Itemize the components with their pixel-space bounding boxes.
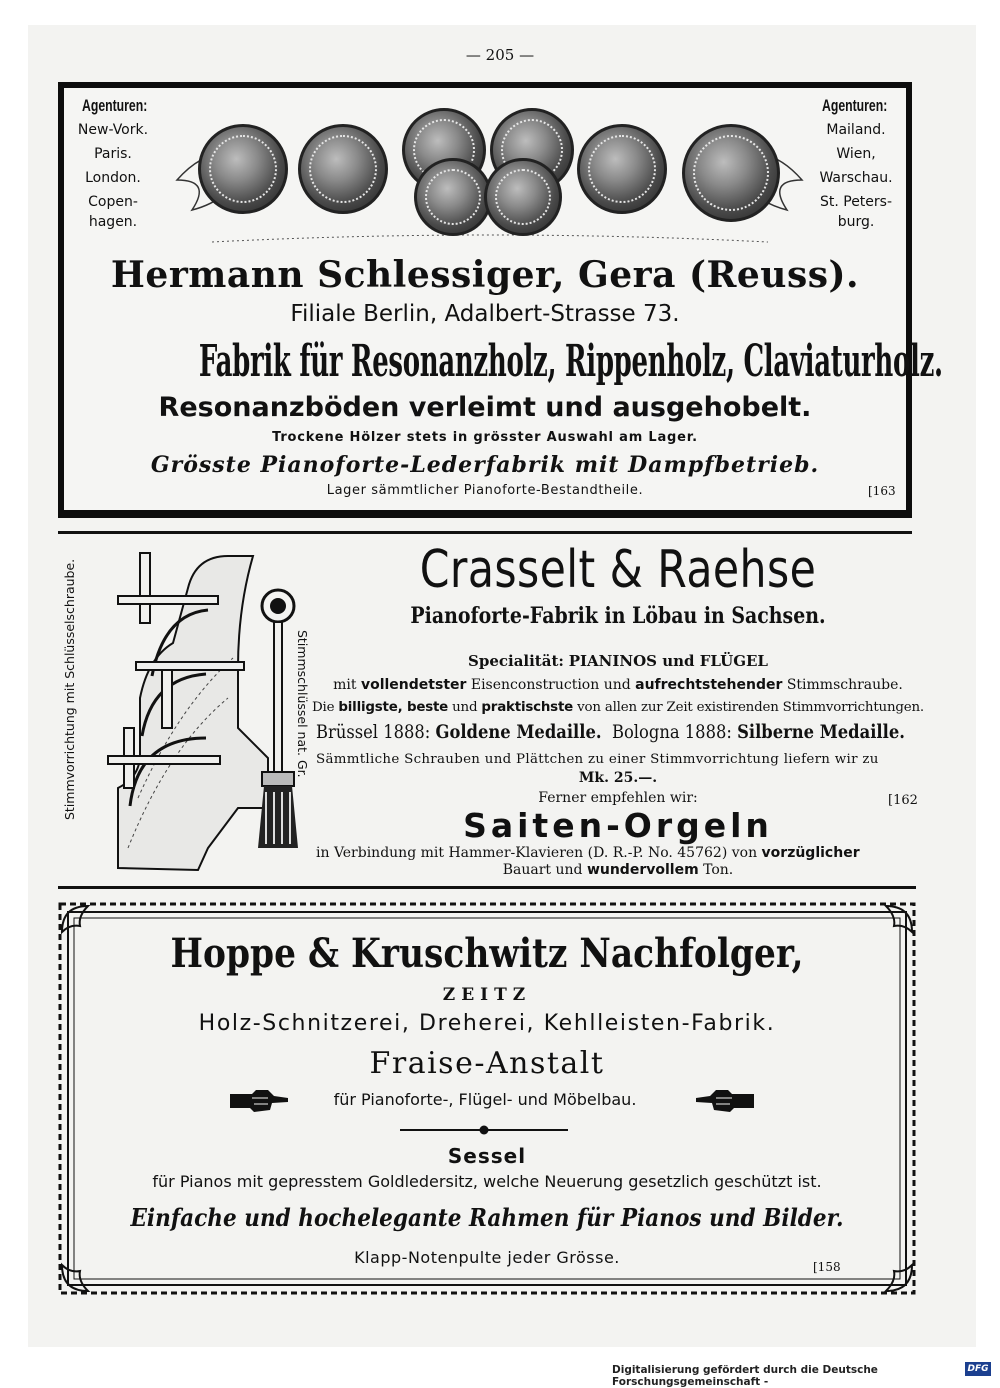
agent-city: Warschau.: [819, 170, 893, 186]
fraise-heading: Fraise-Anstalt: [369, 1046, 605, 1081]
specialty-value: PIANINOS und FLÜGEL: [568, 652, 768, 670]
frames-line: Einfache und hochelegante Rahmen für Pianos und Bilder.: [130, 1203, 844, 1232]
divider-ornament: [398, 1123, 570, 1137]
text-run: Silberne Medaille.: [737, 721, 905, 743]
branch-address: Filiale Berlin, Adalbert-Strasse 73.: [290, 301, 680, 327]
text-run: aufrechtstehender: [635, 677, 783, 693]
agent-city: St. Peters-: [819, 194, 893, 210]
factory-line: Pianoforte-Fabrik in Löbau in Sachsen.: [410, 603, 826, 629]
agent-city: Wien,: [836, 146, 876, 162]
agent-city: burg.: [837, 214, 875, 230]
construction-line: [318, 677, 918, 693]
text-run: Stimmschraube.: [786, 677, 903, 693]
company-name: Crasselt & Raehse: [419, 540, 817, 600]
medal-image: [682, 124, 780, 222]
quality-line: [312, 700, 922, 715]
text-run: von allen zur Zeit existirenden Stimmvorrichtungen.: [577, 700, 924, 715]
ad-ref: [162: [888, 793, 918, 808]
use-line: für Pianoforte-, Flügel- und Möbelbau.: [333, 1090, 637, 1109]
text-run: Eisenconstruction und: [470, 677, 631, 693]
agents-right: [806, 96, 906, 234]
recommend-line: Ferner empfehlen wir:: [538, 790, 698, 806]
text-run: Ton.: [703, 862, 734, 878]
text-run: Goldene Medaille.: [435, 721, 602, 743]
text-run: Bauart und: [502, 862, 583, 878]
figure-label-mechanism: Stimmvorrichtung mit Schlüsselschraube.: [62, 558, 77, 820]
text-run: mit: [333, 677, 357, 693]
dfg-logo: DFG: [965, 1362, 991, 1376]
parts-line: Lager sämmtlicher Pianoforte-Bestandtheile.: [326, 483, 644, 498]
agents-left: [68, 96, 168, 234]
desks-line: Klapp-Notenpulte jeder Grösse.: [354, 1248, 620, 1267]
text-run: Bologna 1888:: [611, 721, 732, 743]
dry-wood-line: Trockene Hölzer stets in grösster Auswahl am Lager.: [272, 430, 698, 445]
text-run: praktischste: [481, 700, 574, 715]
city: ZEITZ: [442, 985, 532, 1005]
sessel-heading: Sessel: [447, 1144, 527, 1168]
sessel-description: für Pianos mit gepresstem Goldledersitz, welche Neuerung gesetzlich geschützt ist.: [152, 1172, 822, 1191]
text-run: in Verbindung mit Hammer-Klavieren (D. R.-P. No. 45762) von: [316, 845, 758, 861]
medal-image: [414, 158, 492, 236]
medals-line: [316, 721, 905, 743]
soundboards-line: Resonanzböden verleimt und ausgehobelt.: [158, 392, 812, 423]
agents-right-title: Agenturen:: [822, 96, 888, 115]
agent-city: Copen-: [88, 194, 138, 210]
tuning-mechanism-figure: [78, 548, 310, 878]
agent-city: Mailand.: [826, 122, 886, 138]
price: Mk. 25.—.: [578, 770, 658, 786]
figure-label-key: Stimmschlüssel nat. Gr.: [295, 630, 310, 778]
screws-line: Sämmtliche Schrauben und Plättchen zu einer Stimmvorrichtung liefern wir zu: [316, 752, 879, 767]
leather-line: Grösste Pianoforte-Lederfabrik mit Dampfbetrieb.: [150, 452, 820, 478]
company-name: Hermann Schlessiger, Gera (Reuss).: [110, 254, 860, 296]
ad-ref: [163: [868, 484, 896, 498]
agent-city: hagen.: [88, 214, 138, 230]
divider: [58, 886, 916, 889]
text-run: billigste, beste: [338, 700, 449, 715]
text-run: vorzüglicher: [761, 845, 860, 861]
agents-left-title: Agenturen:: [82, 96, 148, 115]
agent-city: London.: [85, 170, 141, 186]
digitization-credit: Digitalisierung gefördert durch die Deutsche Forschungsgemeinschaft -: [612, 1364, 878, 1388]
text-run: und: [452, 700, 478, 715]
trades-line: Holz-Schnitzerei, Dreherei, Kehlleisten-Fabrik.: [198, 1011, 776, 1036]
factory-line: Fabrik für Resonanzholz, Rippenholz, Claviaturholz.: [198, 336, 943, 387]
divider: [58, 531, 912, 534]
medal-image: [198, 124, 288, 214]
text-run: wundervollem: [586, 862, 699, 878]
organs-heading: Saiten-Orgeln: [463, 806, 773, 845]
medal-image: [577, 124, 667, 214]
hammer-line: [316, 845, 860, 861]
specialty-prefix: Specialität:: [468, 652, 564, 670]
company-name: Hoppe & Kruschwitz Nachfolger,: [170, 930, 804, 977]
text-run: vollendetster: [360, 677, 467, 693]
page-number: — 205 —: [465, 46, 535, 64]
bauart-line: [318, 862, 918, 878]
ad-ref: [158: [813, 1260, 841, 1274]
medal-image: [298, 124, 388, 214]
agent-city: Paris.: [94, 146, 132, 162]
medal-image: [484, 158, 562, 236]
text-run: Die: [312, 700, 335, 715]
text-run: Brüssel 1888:: [316, 721, 431, 743]
agent-city: New-Vork.: [77, 122, 149, 138]
specialty-line: [318, 652, 918, 670]
pointing-hand-icon: [694, 1088, 756, 1114]
